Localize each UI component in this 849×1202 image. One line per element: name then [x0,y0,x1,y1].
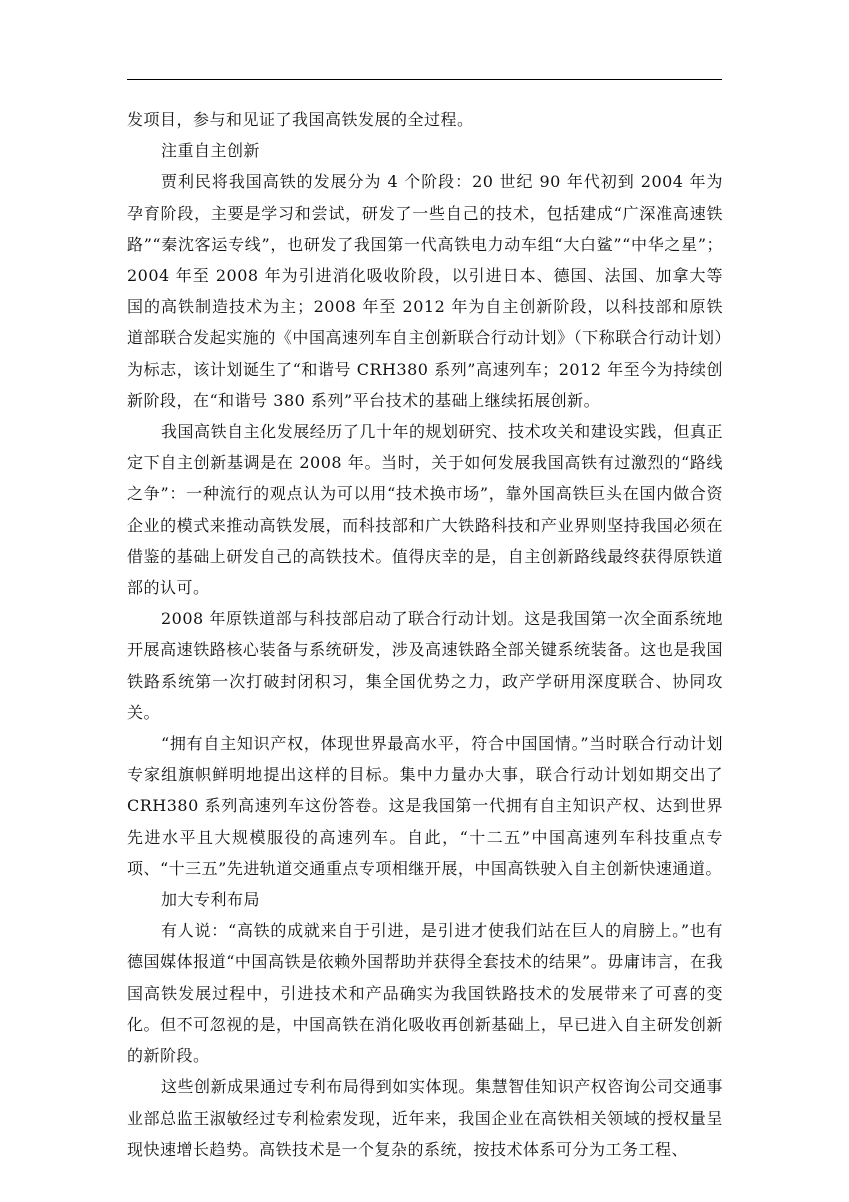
paragraph-joint-plan: 2008 年原铁道部与科技部启动了联合行动计划。这是我国第一次全面系统地开展高速铁路核心装备与系统研发，涉及高速铁路全部关键系统装备。这也是我国铁路系统第一次打破封闭积习，集全国优势之力，政产学研用深度联合、协同攻关。 [127,609,723,722]
section-heading-innovation: 注重自主创新 [161,141,261,161]
document-body [127,104,723,1165]
paragraph-route-debate: 我国高铁自主化发展经历了几十年的规划研究、技术攻关和建设实践，但真正定下自主创新基调是在 2008 年。当时，关于如何发展我国高铁有过激烈的“路线之争”：一种流行的观点认为可以用“技术换市场”，靠外国高铁巨头在国内做合资企业的模式来推动高铁发展，而科技部和广大铁路科技和产业界则坚持我国必须在借鉴的基础上研发自己的高铁技术。值得庆幸的是，自主创新路线最终获得原铁道部的认可。 [127,422,723,598]
paragraph-patent-growth: 这些创新成果通过专利布局得到如实体现。集慧智佳知识产权咨询公司交通事业部总监王淑敏经过专利检索发现，近年来，我国企业在高铁相关领域的授权量呈现快速增长趋势。高铁技术是一个复杂的系统，按技术体系可分为工务工程、 [127,1077,723,1159]
section-heading-patents: 加大专利布局 [161,890,261,910]
paragraph-crh380: “拥有自主知识产权，体现世界最高水平，符合中国国情。”当时联合行动计划专家组旗帜鲜明地提出这样的目标。集中力量办大事，联合行动计划如期交出了 CRH380 系列高速列车这份答卷。这是我国第一代拥有自主知识产权、达到世界先进水平且大规模服役的高速列车。自此，“十二五”中国高速列车科技重点专项、“十三五”先进轨道交通重点专项相继开展，中国高铁驶入自主创新快速通道。 [127,734,723,878]
paragraph-introduction-debate: 有人说：“高铁的成就来自于引进，是引进才使我们站在巨人的肩膀上。”也有德国媒体报道“中国高铁是依赖外国帮助并获得全套技术的结果”。毋庸讳言，在我国高铁发展过程中，引进技术和产品确实为我国铁路技术的发展带来了可喜的变化。但不可忽视的是，中国高铁在消化吸收再创新基础上，早已进入自主研发创新的新阶段。 [127,921,723,1066]
paragraph-stages: 贾利民将我国高铁的发展分为 4 个阶段：20 世纪 90 年代初到 2004 年为孕育阶段，主要是学习和尝试，研发了一些自己的技术，包括建成“广深准高速铁路”“秦沈客运专线”，也研发了我国第一代高铁电力动车组“大白鲨”“中华之星”；2004 年至 2008 年为引进消化吸收阶段，以引进日本、德国、法国、加拿大等国的高铁制造技术为主；2008 年至 2012 年为自主创新阶段，以科技部和原铁道部联合发起实施的《中国高速列车自主创新联合行动计划》（下称联合行动计划）为标志，该计划诞生了“和谐号 CRH380 系列”高速列车；2012 年至今为持续创新阶段，在“和谐号 380 系列”平台技术的基础上继续拓展创新。 [127,172,723,410]
paragraph-continuation: 发项目，参与和见证了我国高铁发展的全过程。 [127,110,474,129]
header-rule [127,79,722,80]
